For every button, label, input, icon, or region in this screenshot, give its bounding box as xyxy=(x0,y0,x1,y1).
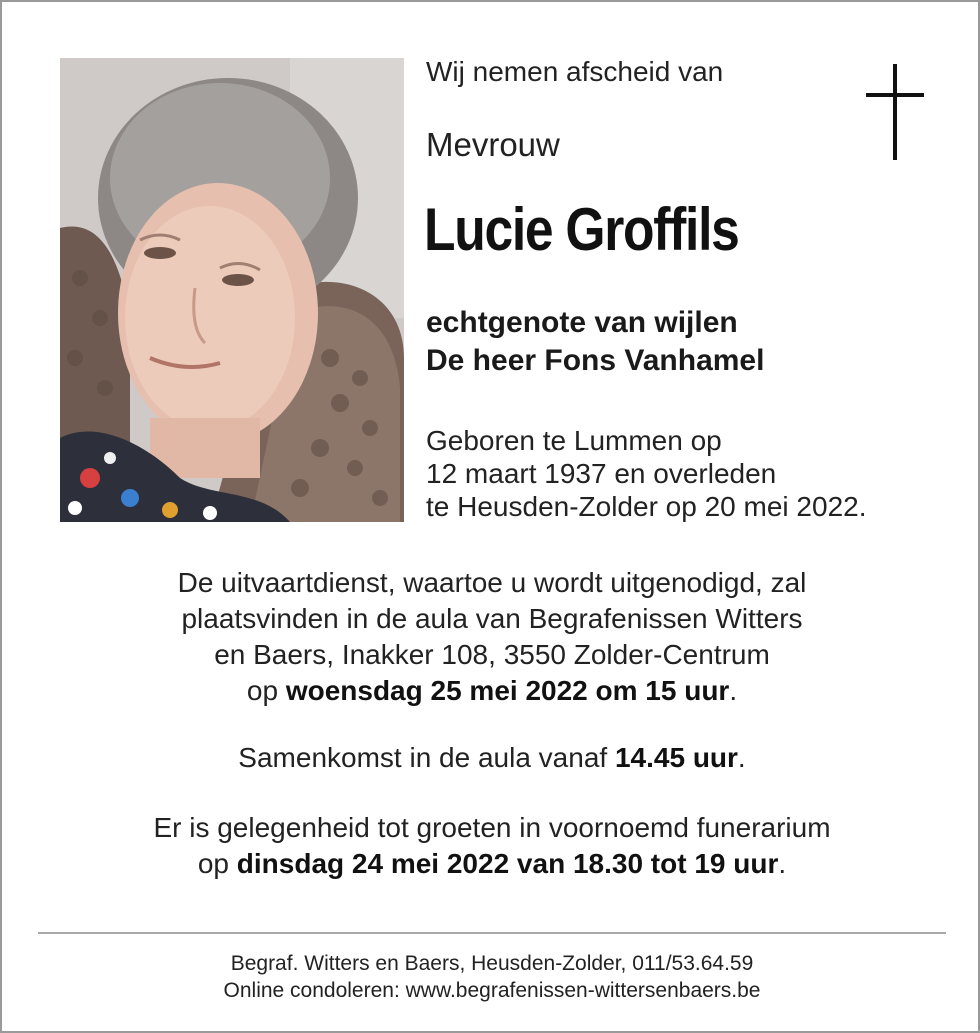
gathering-info xyxy=(2,740,980,776)
bio-block xyxy=(426,424,867,523)
visitation-line-1: Er is gelegenheid tot groeten in voornoemd funerarium xyxy=(153,812,831,843)
salutation: Mevrouw xyxy=(426,126,560,163)
bio-line-2: 12 maart 1937 en overleden xyxy=(426,458,777,489)
bio-line-3: te Heusden-Zolder op 20 mei 2022. xyxy=(426,491,867,522)
spouse-line-1: echtgenote van wijlen xyxy=(426,306,738,339)
gathering-prefix: Samenkomst in de aula vanaf xyxy=(238,742,615,773)
visitation-prefix: op xyxy=(197,848,237,879)
visitation-info xyxy=(2,810,980,882)
gathering-time: 14.45 uur xyxy=(614,742,738,773)
visitation-suffix: . xyxy=(778,848,787,879)
bio-line-1: Geboren te Lummen op xyxy=(426,425,722,456)
funeral-home-contact: Begraf. Witters en Baers, Heusden-Zolder, 011/53.64.59 xyxy=(230,952,754,975)
service-date-suffix: . xyxy=(729,675,738,706)
cross-icon xyxy=(866,64,924,160)
service-line-2: plaatsvinden in de aula van Begrafenissen Witters xyxy=(181,603,803,634)
service-date: woensdag 25 mei 2022 om 15 uur xyxy=(285,675,730,706)
visitation-date: dinsdag 24 mei 2022 van 18.30 tot 19 uur xyxy=(236,848,779,879)
service-line-4 xyxy=(2,673,980,709)
intro-text: Wij nemen afscheid van xyxy=(426,56,724,87)
spouse-line-2: De heer Fons Vanhamel xyxy=(426,344,765,377)
spouse-block xyxy=(426,304,764,380)
service-info xyxy=(2,565,980,709)
online-condolence: Online condoleren: www.begrafenissen-wittersenbaers.be xyxy=(223,979,761,1002)
service-date-prefix: op xyxy=(246,675,286,706)
footer xyxy=(2,950,980,1004)
service-line-3: en Baers, Inakker 108, 3550 Zolder-Centrum xyxy=(214,639,770,670)
portrait-photo xyxy=(60,58,404,522)
visitation-line-2 xyxy=(2,846,980,882)
deceased-name: Lucie Groffils xyxy=(424,196,739,263)
gathering-line xyxy=(2,740,980,776)
service-line-1: De uitvaartdienst, waartoe u wordt uitgenodigd, zal xyxy=(177,567,807,598)
gathering-suffix: . xyxy=(737,742,746,773)
divider xyxy=(38,932,946,934)
